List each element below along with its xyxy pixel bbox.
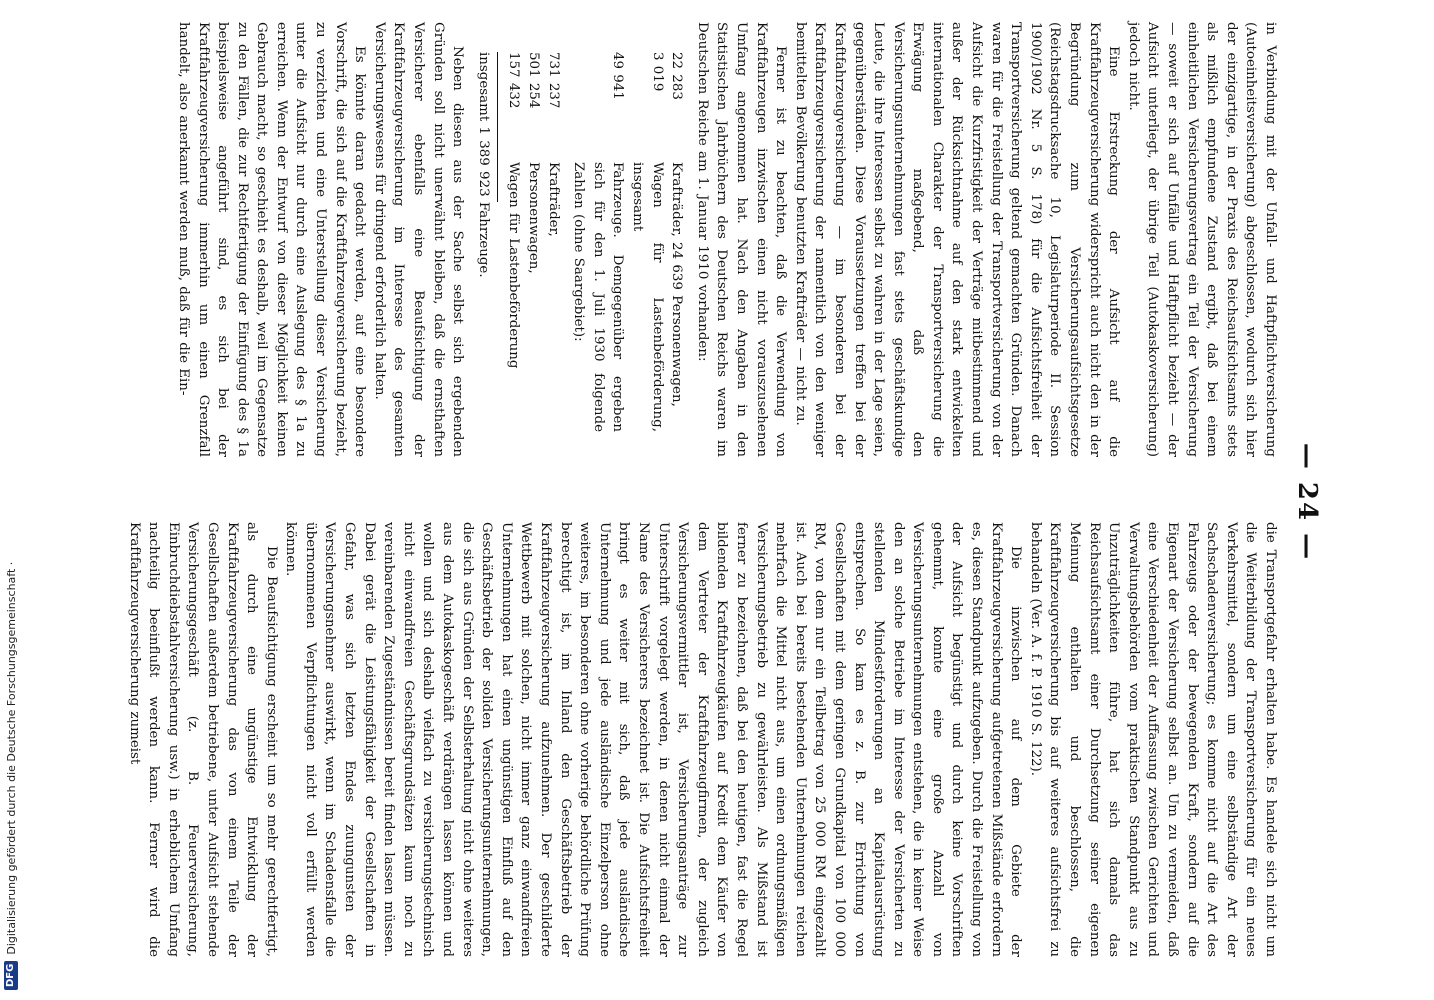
stats-row bbox=[523, 52, 543, 432]
credit-text: Digitalisierung gefördert durch die Deutsche Forschungsgemeinschaft · bbox=[4, 561, 18, 955]
paragraph: in Verbindung mit der Unfall- und Haftpflichtversicherung (Autoeinheitsversicherung) abgeschlossen, wodurch sich hier der einzigartige, in der Praxis des Reichsaufsichtsamts stets als mißlich empfundene Zustand ergibt, daß bei einem einheitlichen Versicherungsvertrag ein Teil der Versicherung — soweit er sich auf Unfälle und Haftpflicht bezieht — der Aufsicht unterliegt, der übrige Teil (Autokaskoversicherung) jedoch nicht. bbox=[1125, 22, 1278, 457]
paragraph: Die Beaufsichtigung erscheint um so mehr gerechtfertigt, als durch eine ungünstige Entwicklung der Kraftfahrzeugversicherung das von einem Teile der Gesellschaften außerdem betriebene, unter Aufsicht stehende Versicherungsgeschäft (z. B. Feuerversicherung, Einbruchdiebstahlversicherung usw.) in erheblichem Umfang nachteilig beeinflußt werden kann. Ferner wird die Kraftfahrzeugversicherung zumeist bbox=[126, 522, 279, 957]
paragraph: die Transportgefahr erhalten habe. Es handele sich nicht um die Weiterbildung der Transportversicherung für ein neues Verkehrsmittel, sondern um eine selbständige Art der Sachschadenversicherung; es komme nicht auf die Art des Fahrzeugs oder der bewegenden Kraft, sondern auf die Eigenart der Versicherung selbst an. Um zu vermeiden, daß eine Verschiedenheit der Auffassung zwischen Gerichten und Verwaltungsbehörden vom praktischen Standpunkt aus zu Unzuträglichkeiten führe, hat sich damals das Reichsaufsichtsamt einer Durchsetzung seiner eigenen Meinung enthalten und beschlossen, die Kraftfahrzeugversicherung bis auf weiteres aufsichtsfrei zu behandeln (Ver. A. f. P. 1910 S. 122). bbox=[1027, 522, 1278, 957]
stats-label: Personenwagen, bbox=[526, 162, 542, 274]
sum-rule bbox=[497, 52, 498, 202]
stats-count: 22 283 bbox=[669, 52, 685, 100]
stats-1910 bbox=[569, 52, 687, 457]
stats-count: 731 237 bbox=[545, 52, 561, 109]
digitization-credit bbox=[4, 562, 18, 990]
stats-label: Wagen für Lastenbeförderung bbox=[506, 162, 522, 369]
stats-count: 3 019 bbox=[649, 52, 665, 92]
stats-row bbox=[667, 52, 687, 432]
paragraph: Die inzwischen auf dem Gebiete der Kraftfahrzeugversicherung aufgetretenen Mißstände erfordern es, diesen Standpunkt aufzugeben. Durch die Freistellung von der Aufsicht begünstigt und durch keine Vorschriften gehemmt, konnte eine große Anzahl von Versicherungsunternehmungen entstehen, die in keiner Weise den an solche Betriebe im Interesse der Versicherten zu stellenden Mindestforderungen an Kapitalausrüstung entsprechen. So kam es z. B. zur Errichtung von Gesellschaften mit dem geringen Grundkapital von 100 000 RM, von dem nur ein Teilbetrag von 25 000 RM eingezahlt ist. Auch bei bereits bestehenden Unternehmungen reichen mehrfach die Mittel nicht aus, um einen ordnungsmäßigen Versicherungsbetrieb zu gewährleisten. Als Mißstand ist ferner zu bezeichnen, daß bei den heutigen, fast die Regel bildenden Kraftfahrzeugkäufen auf Kredit dem Käufer von dem Vertreter der Kraftfahrzeugfirmen, der zugleich Versicherungsvermittler ist, Versicherungsanträge zur Unterschrift vorgelegt werden, in denen nicht einmal der Name des Versicherers bezeichnet ist. Die Aufsichtsfreiheit bringt es weiter mit sich, daß jede ausländische Unternehmung und jede ausländische Einzelperson ohne weiteres, im besonderen ohne vorherige behördliche Prüfung berechtigt ist, im Inland den Geschäftsbetrieb der Kraftfahrzeugversicherung aufzunehmen. Der geschilderte Wettbewerb mit solchen, nicht immer ganz einwandfreien Unternehmungen hat einen ungünstigen Einfluß auf den Geschäftsbetrieb der soliden Versicherungsunternehmungen, die sich aus Gründen der Selbsterhaltung nicht ohne weiteres aus dem Autokaskogeschäft verdrängen lassen können und wollen und sich deshalb vielfach zu versicherungstechnisch nicht einwandfreien Geschäftsgrundsätzen kaum noch zu vereinbarenden Zugeständnissen bereit finden lassen müssen. Dabei gerät die Leistungsfähigkeit der Gesellschaften in Gefahr, was sich letzten Endes zuungunsten der Versicherungsnehmer auswirkt, wenn im Schadensfalle die übernommenen Verpflichtungen nicht voll erfüllt werden können. bbox=[283, 522, 1024, 957]
paragraph: Neben diesen aus der Sache selbst sich ergebenden Gründen soll nicht unerwähnt bleiben, daß die ernsthaften Versicherer ebenfalls eine Beaufsichtigung der Kraftfahrzeugversicherung im Interesse des gesamten Versicherungswesens für dringend erforderlich halten. bbox=[371, 22, 466, 457]
paragraph: Eine Erstreckung der Aufsicht auf die Kraftfahrzeugversicherung widerspricht auch nicht den in der Begründung zum Versicherungsaufsichtsgesetze (Reichstagsdrucksache 10, Legislaturperiode II. Session 1900/1902 Nr. 5 S. 178) für die Aufsichtsfreiheit der Transportversicherung geltend gemachten Gründen. Danach waren für die Freistellung der Transportversicherung von der Aufsicht die Kurzfristigkeit der Verträge mitbestimmend und außer der Rücksichtnahme auf den stark entwickelten internationalen Charakter der Transportversicherung die Erwägung maßgebend, daß den Versicherungsunternehmungen fast stets geschäftskundige Leute, die ihre Interessen selbst zu wahren in der Lage seien, gegenüberständen. Diese Voraussetzungen treffen bei der Kraftfahrzeugversicherung — im besonderen bei der Kraftfahrzeugversicherung der namentlich von den weniger bemittelten Bevölkerung benutzten Krafträder — nicht zu. bbox=[792, 22, 1122, 457]
stats-row bbox=[504, 52, 524, 432]
left-column bbox=[173, 22, 1280, 457]
dfg-logo: DFG bbox=[4, 961, 18, 990]
stats-count: 49 941 bbox=[610, 52, 626, 100]
stats-row bbox=[569, 52, 628, 432]
stats-1930 bbox=[504, 52, 563, 457]
rotated-document bbox=[126, 22, 1322, 982]
stats-label: Fahrzeuge. Demgegenüber ergeben sich für den 1. Juli 1930 folgende Zahlen (ohne Saargebiet): bbox=[571, 162, 626, 432]
stats-count: 157 432 bbox=[506, 52, 522, 109]
paragraph: Ferner ist zu beachten, daß die Verwendung von Kraftfahrzeugen inzwischen einen nicht vorauszusehenen Umfang angenommen hat. Nach den Angaben in den Statistischen Jahrbüchern des Deutschen Reichs waren im Deutschen Reiche am 1. Januar 1910 vorhanden: bbox=[694, 22, 789, 457]
stats-row bbox=[543, 52, 563, 432]
page-number: — 24 — bbox=[1292, 442, 1322, 562]
stats-row bbox=[627, 52, 666, 432]
stats-label: Wagen für Lastenbeförderung, insgesamt bbox=[630, 162, 665, 432]
stats-label: Krafträder, 24 639 Personenwagen, bbox=[669, 162, 685, 407]
stats-count: 501 254 bbox=[526, 52, 542, 109]
total-line: insgesamt 1 389 923 Fahrzeuge. bbox=[475, 52, 491, 278]
paragraph: Es könnte daran gedacht werden, auf eine besondere Vorschrift, die sich auf die Kraftfahrzeugversicherung bezieht, zu verzichten und eine Unterstellung dieser Versicherung unter die Aufsicht nur durch eine Auslegung des § 1a zu erreichen. Wenn der Entwurf von dieser Möglichkeit keinen Gebrauch macht, so geschieht es deshalb, weil im Gegensatze zu den Fällen, die zur Rechtfertigung der Einfügung des § 1a beispielsweise angeführt sind, es sich bei der Kraftfahrzeugversicherung immerhin um einen Grenzfall handelt, also anerkannt werden muß, daß für die Ein- bbox=[175, 22, 368, 457]
right-column bbox=[124, 522, 1280, 957]
stats-label: Krafträder, bbox=[545, 162, 561, 237]
